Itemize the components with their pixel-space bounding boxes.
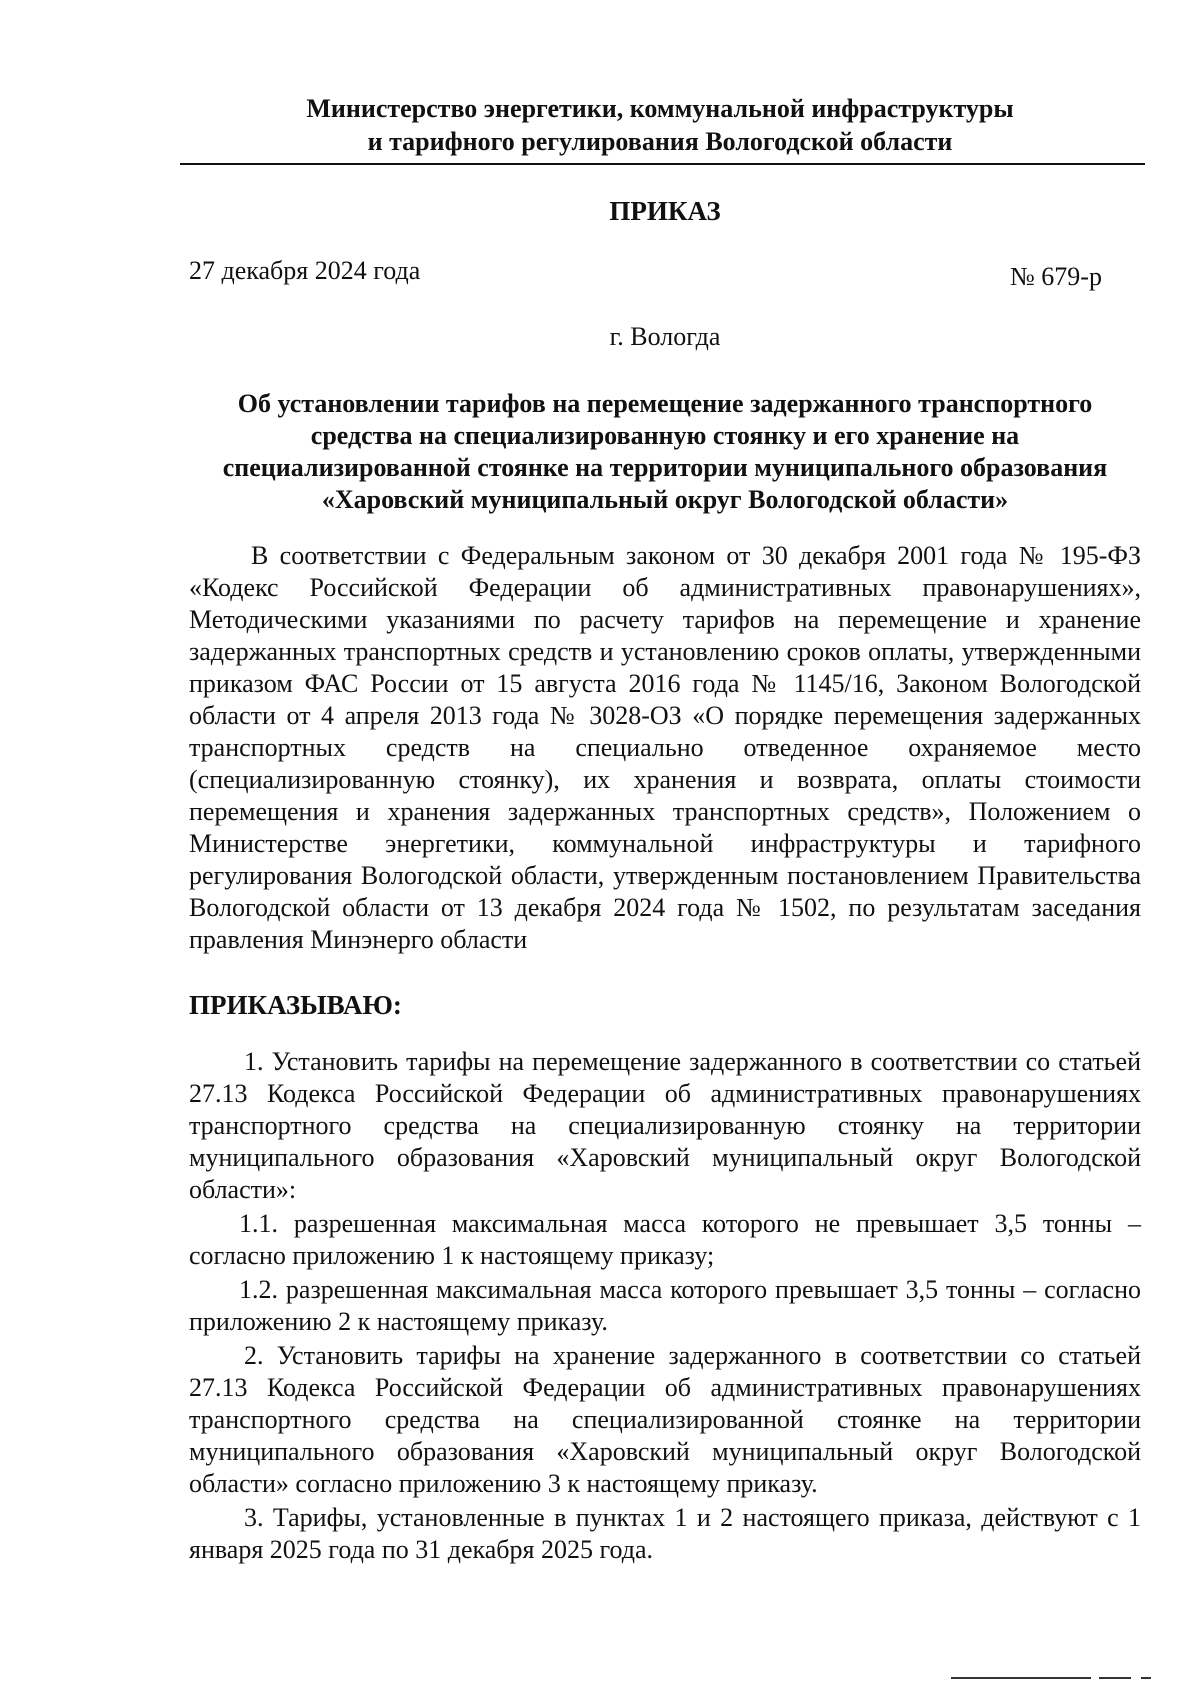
ministry-header	[180, 92, 1140, 158]
clause-1-2: 1.2. разрешенная максимальная масса которого превышает 3,5 тонны – согласно приложению 2 к настоящему приказу.	[189, 1275, 1141, 1336]
header-divider	[180, 163, 1145, 165]
preamble-paragraph: В соответствии с Федеральным законом от 30 декабря 2001 года № 195-ФЗ «Кодекс Российской Федерации об административных правонарушениях», Методическими указаниями по расчету тарифов на перемещение и хранение задержанных транспортных средств и установлению сроков оплаты, утвержденными приказом ФАС России от 15 августа 2016 года № 1145/16, Законом Вологодской области от 4 апреля 2013 года № 3028-ОЗ «О порядке перемещения задержанных транспортных средств на специально отведенное охраняемое место (специализированную стоянку), их хранения и возврата, оплаты стоимости перемещения и хранения задержанных транспортных средств», Положением о Министерстве энергетики, коммунальной инфраструктуры и тарифного регулирования Вологодской области, утвержденным постановлением Правительства Вологодской области от 13 декабря 2024 года № 1502, по результатам заседания правления Минэнерго области	[189, 541, 1141, 954]
document-title-line-3: специализированной стоянке на территории муниципального образования	[222, 453, 1108, 482]
document-type: ПРИКАЗ	[609, 196, 721, 226]
document-city: г. Вологда	[609, 322, 721, 351]
document-title-line-1: Об установлении тарифов на перемещение задержанного транспортного	[237, 389, 1093, 418]
document-date: 27 декабря 2024 года	[189, 256, 421, 285]
clause-1: 1. Установить тарифы на перемещение задержанного в соответствии со статьей 27.13 Кодекса Российской Федерации об административных правонарушениях транспортного средства на специализированную стоянку на территории муниципального образования «Харовский муниципальный округ Вологодской области»:	[189, 1047, 1141, 1204]
ministry-header-line-2: и тарифного регулирования Вологодской области	[367, 127, 953, 156]
document-title	[185, 388, 1145, 516]
clause-3: 3. Тарифы, установленные в пунктах 1 и 2 настоящего приказа, действуют с 1 января 2025 года по 31 декабря 2025 года.	[189, 1503, 1141, 1564]
signature-line	[951, 1677, 1151, 1679]
clause-1-1: 1.1. разрешенная максимальная масса которого не превышает 3,5 тонны – согласно приложению 1 к настоящему приказу;	[189, 1209, 1141, 1270]
document-title-line-2: средства на специализированную стоянку и его хранение на	[310, 421, 1020, 450]
order-word: ПРИКАЗЫВАЮ:	[189, 990, 402, 1020]
document-title-line-4: «Харовский муниципальный округ Вологодской области»	[321, 485, 1009, 514]
order-clauses	[189, 1046, 1141, 1568]
document-number: № 679-р	[1010, 262, 1102, 291]
ministry-header-line-1: Министерство энергетики, коммунальной инфраструктуры	[306, 94, 1014, 123]
clause-2: 2. Установить тарифы на хранение задержанного в соответствии со статьей 27.13 Кодекса Российской Федерации об административных правонарушениях транспортного средства на специализированной стоянке на территории муниципального образования «Харовский муниципальный округ Вологодской области» согласно приложению 3 к настоящему приказу.	[189, 1341, 1141, 1498]
